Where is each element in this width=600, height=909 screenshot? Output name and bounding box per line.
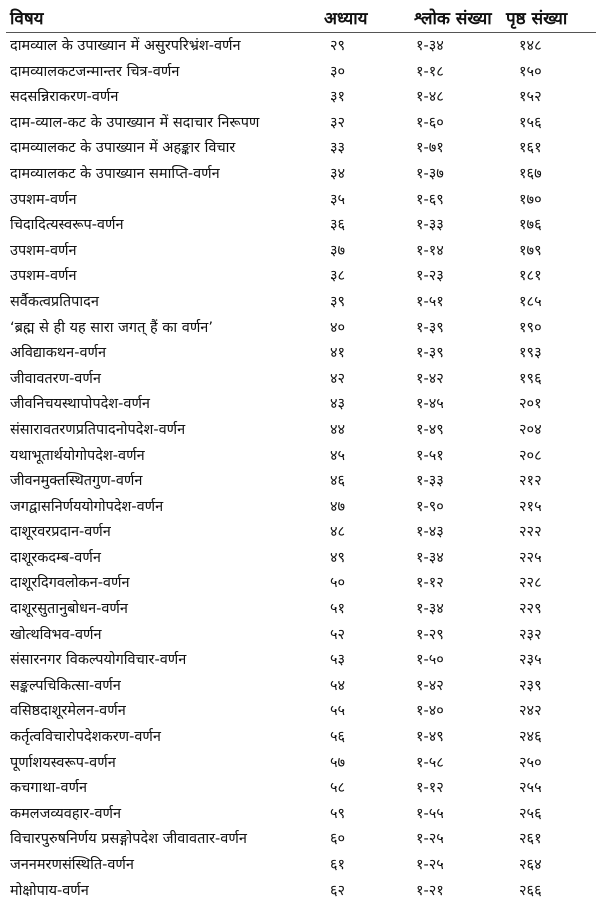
row-subject: यथाभूतार्थयोगोपदेश-वर्णन [10, 447, 145, 464]
row-subject: वसिष्ठदाशूरमेलन-वर्णन [10, 703, 126, 720]
row-page-number: १५० [519, 63, 542, 80]
row-chapter: ५७ [330, 754, 346, 771]
row-subject: पूर्णाशयस्वरूप-वर्णन [10, 754, 116, 771]
table-row [0, 341, 600, 367]
row-chapter: ३५ [330, 191, 346, 208]
row-shloka-range: १-२५ [416, 857, 444, 873]
row-page-number: २३९ [519, 677, 542, 694]
row-shloka-range: १-४० [416, 703, 444, 720]
table-row [0, 367, 600, 393]
row-subject: दाशूरवरप्रदान-वर्णन [10, 524, 111, 541]
row-chapter: २९ [330, 38, 346, 54]
table-row [0, 879, 600, 905]
row-shloka-range: १-५१ [416, 293, 444, 310]
table-row [0, 751, 600, 777]
row-page-number: १७९ [519, 242, 542, 259]
table-row [0, 392, 600, 418]
row-chapter: ६० [330, 831, 346, 848]
row-page-number: २५० [519, 754, 542, 771]
table-row [0, 648, 600, 674]
row-chapter: ६२ [330, 882, 346, 899]
row-subject: उपशम-वर्णन [10, 191, 77, 208]
row-subject: अविद्याकथन-वर्णन [10, 345, 107, 362]
row-shloka-range: १-३९ [416, 319, 444, 336]
row-chapter: ३० [330, 63, 346, 80]
table-row [0, 239, 600, 265]
row-subject: जीवनमुक्तस्थितगुण-वर्णन [10, 473, 143, 490]
row-page-number: १५६ [519, 114, 542, 131]
row-chapter: ४७ [330, 498, 346, 515]
row-subject: दामव्यालकट के उपाख्यान में अहङ्कार विचार [10, 140, 236, 157]
table-row [0, 188, 600, 214]
row-shloka-range: १-५१ [416, 447, 444, 464]
row-subject: सङ्कल्पचिकित्सा-वर्णन [10, 677, 121, 694]
row-page-number: १८५ [519, 293, 542, 310]
row-page-number: १६७ [519, 165, 542, 182]
row-shloka-range: १-५० [416, 652, 444, 669]
table-row [0, 136, 600, 162]
row-shloka-range: १-९० [416, 498, 444, 515]
table-row [0, 290, 600, 316]
row-shloka-range: १-१४ [416, 242, 444, 259]
row-page-number: २३५ [519, 652, 542, 669]
row-chapter: ५६ [330, 729, 346, 746]
row-chapter: ४६ [330, 473, 346, 490]
row-shloka-range: १-४८ [416, 89, 444, 106]
row-shloka-range: १-४२ [416, 677, 444, 694]
row-shloka-range: १-२५ [416, 831, 444, 848]
table-row [0, 827, 600, 853]
row-chapter: ३३ [330, 140, 346, 157]
row-subject: उपशम-वर्णन [10, 268, 77, 285]
row-shloka-range: १-६९ [416, 191, 444, 208]
row-subject: उपशम-वर्णन [10, 242, 77, 259]
row-subject: दाम-व्याल-कट के उपाख्यान में सदाचार निरूपण [10, 114, 260, 131]
row-chapter: ४५ [330, 447, 346, 464]
table-body [0, 34, 600, 904]
row-page-number: २६१ [519, 831, 542, 848]
row-shloka-range: १-४३ [416, 524, 444, 541]
row-page-number: २६४ [519, 857, 542, 873]
header-shloka-count: श्लोक संख्या [414, 9, 492, 29]
table-header [0, 6, 600, 32]
table-row [0, 776, 600, 802]
row-chapter: ३२ [330, 114, 346, 131]
row-chapter: ५१ [330, 601, 346, 618]
row-page-number: २४२ [519, 703, 542, 720]
table-row [0, 853, 600, 879]
table-row [0, 699, 600, 725]
row-shloka-range: १-४५ [416, 396, 444, 413]
row-subject: ‘ब्रह्म से ही यह सारा जगत् हैं का वर्णन’ [10, 319, 213, 336]
row-chapter: ४२ [330, 370, 346, 387]
row-page-number: १९६ [519, 370, 542, 387]
row-page-number: १७६ [519, 217, 542, 234]
table-row [0, 60, 600, 86]
row-chapter: ४१ [330, 345, 346, 362]
row-chapter: ५० [330, 575, 346, 592]
row-chapter: ३१ [330, 89, 346, 106]
row-shloka-range: १-३९ [416, 345, 444, 362]
row-shloka-range: १-२३ [416, 268, 444, 285]
row-shloka-range: १-४९ [416, 421, 444, 438]
row-shloka-range: १-३३ [416, 217, 444, 234]
row-subject: जीवनिचयस्थापोपदेश-वर्णन [10, 396, 150, 413]
row-shloka-range: १-४९ [416, 729, 444, 746]
row-page-number: २४६ [519, 729, 542, 746]
row-chapter: ४० [330, 319, 346, 336]
row-page-number: २१५ [519, 498, 542, 515]
row-page-number: २३२ [519, 626, 542, 643]
header-page-count: पृष्ठ संख्या [506, 9, 568, 29]
table-row [0, 802, 600, 828]
row-subject: खोत्थविभव-वर्णन [10, 626, 102, 643]
row-page-number: २०१ [519, 396, 542, 413]
row-shloka-range: १-३४ [416, 549, 444, 566]
row-subject: चिदादित्यस्वरूप-वर्णन [10, 217, 124, 234]
table-row [0, 597, 600, 623]
header-divider [6, 32, 596, 33]
row-shloka-range: १-२९ [416, 626, 444, 643]
row-subject: दाशूरकदम्ब-वर्णन [10, 549, 101, 566]
row-chapter: ५४ [330, 677, 346, 694]
row-subject: कर्तृत्वविचारोपदेशकरण-वर्णन [10, 729, 161, 746]
header-subject: विषय [10, 9, 44, 29]
row-page-number: १५२ [519, 89, 542, 106]
row-shloka-range: १-२१ [416, 882, 444, 899]
row-page-number: १८१ [519, 268, 542, 285]
row-subject: जननमरणसंस्थिति-वर्णन [10, 857, 134, 873]
row-subject: दामव्यालकटजन्मान्तर चित्र-वर्णन [10, 63, 180, 80]
row-page-number: १९३ [519, 345, 542, 362]
row-page-number: २२९ [519, 601, 542, 618]
table-row [0, 316, 600, 342]
table-row [0, 495, 600, 521]
row-chapter: ३९ [330, 293, 346, 310]
table-row [0, 623, 600, 649]
row-subject: सदसन्निराकरण-वर्णन [10, 89, 119, 106]
row-chapter: ५५ [330, 703, 346, 720]
row-shloka-range: १-५८ [416, 754, 444, 771]
table-row [0, 725, 600, 751]
row-page-number: २२८ [519, 575, 542, 592]
row-shloka-range: १-३३ [416, 473, 444, 490]
table-row [0, 111, 600, 137]
row-subject: मोक्षोपाय-वर्णन [10, 882, 89, 899]
table-row [0, 571, 600, 597]
row-chapter: ४३ [330, 396, 346, 413]
row-shloka-range: १-१८ [416, 63, 444, 80]
row-page-number: २६६ [519, 882, 542, 899]
row-page-number: १४८ [519, 38, 542, 54]
row-page-number: १७० [519, 191, 542, 208]
row-chapter: ५९ [330, 805, 346, 822]
row-page-number: २२२ [519, 524, 542, 541]
row-page-number: १६१ [519, 140, 542, 157]
row-subject: दाशूरदिगवलोकन-वर्णन [10, 575, 130, 592]
row-subject: कमलजव्यवहार-वर्णन [10, 805, 122, 822]
row-chapter: ४८ [330, 524, 346, 541]
row-chapter: ३६ [330, 217, 346, 234]
row-page-number: १९० [519, 319, 542, 336]
row-chapter: ४४ [330, 421, 346, 438]
table-row [0, 418, 600, 444]
table-row [0, 85, 600, 111]
table-row [0, 674, 600, 700]
row-subject: कचगाथा-वर्णन [10, 780, 88, 797]
row-page-number: २०८ [519, 447, 542, 464]
row-chapter: ४९ [330, 549, 346, 566]
row-subject: दाशूरसुतानुबोधन-वर्णन [10, 601, 128, 618]
row-shloka-range: १-३४ [416, 601, 444, 618]
header-chapter: अध्याय [324, 9, 368, 29]
table-row [0, 444, 600, 470]
row-subject: दामव्याल के उपाख्यान में असुरपरिभ्रंश-वर्णन [10, 38, 241, 54]
row-shloka-range: १-१२ [416, 575, 444, 592]
table-row [0, 264, 600, 290]
row-shloka-range: १-४२ [416, 370, 444, 387]
row-page-number: २०४ [519, 421, 542, 438]
row-shloka-range: १-३४ [416, 38, 444, 54]
row-shloka-range: १-६० [416, 114, 444, 131]
row-subject: जगद्वासनिर्णययोगोपदेश-वर्णन [10, 498, 164, 515]
row-chapter: ५८ [330, 780, 346, 797]
row-subject: संसारनगर विकल्पयोगविचार-वर्णन [10, 652, 187, 669]
row-shloka-range: १-१२ [416, 780, 444, 797]
table-row [0, 213, 600, 239]
table-row [0, 469, 600, 495]
row-subject: सर्वैकत्वप्रतिपादन [10, 293, 99, 310]
row-chapter: ३८ [330, 268, 346, 285]
row-page-number: २५६ [519, 805, 542, 822]
table-row [0, 34, 600, 60]
row-page-number: २५५ [519, 780, 542, 797]
row-chapter: ६१ [330, 857, 346, 873]
table-row [0, 520, 600, 546]
row-page-number: २२५ [519, 549, 542, 566]
row-chapter: ३४ [330, 165, 346, 182]
row-chapter: ५३ [330, 652, 346, 669]
row-subject: संसारावतरणप्रतिपादनोपदेश-वर्णन [10, 421, 186, 438]
row-subject: दामव्यालकट के उपाख्यान समाप्ति-वर्णन [10, 165, 220, 182]
row-page-number: २१२ [519, 473, 542, 490]
row-subject: जीवावतरण-वर्णन [10, 370, 101, 387]
row-shloka-range: १-७१ [416, 140, 444, 157]
row-shloka-range: १-३७ [416, 165, 444, 182]
table-row [0, 162, 600, 188]
table-row [0, 546, 600, 572]
row-chapter: ३७ [330, 242, 346, 259]
row-chapter: ५२ [330, 626, 346, 643]
row-subject: विचारपुरुषनिर्णय प्रसङ्गोपदेश जीवावतार-वर्णन [10, 831, 247, 848]
row-shloka-range: १-५५ [416, 805, 444, 822]
